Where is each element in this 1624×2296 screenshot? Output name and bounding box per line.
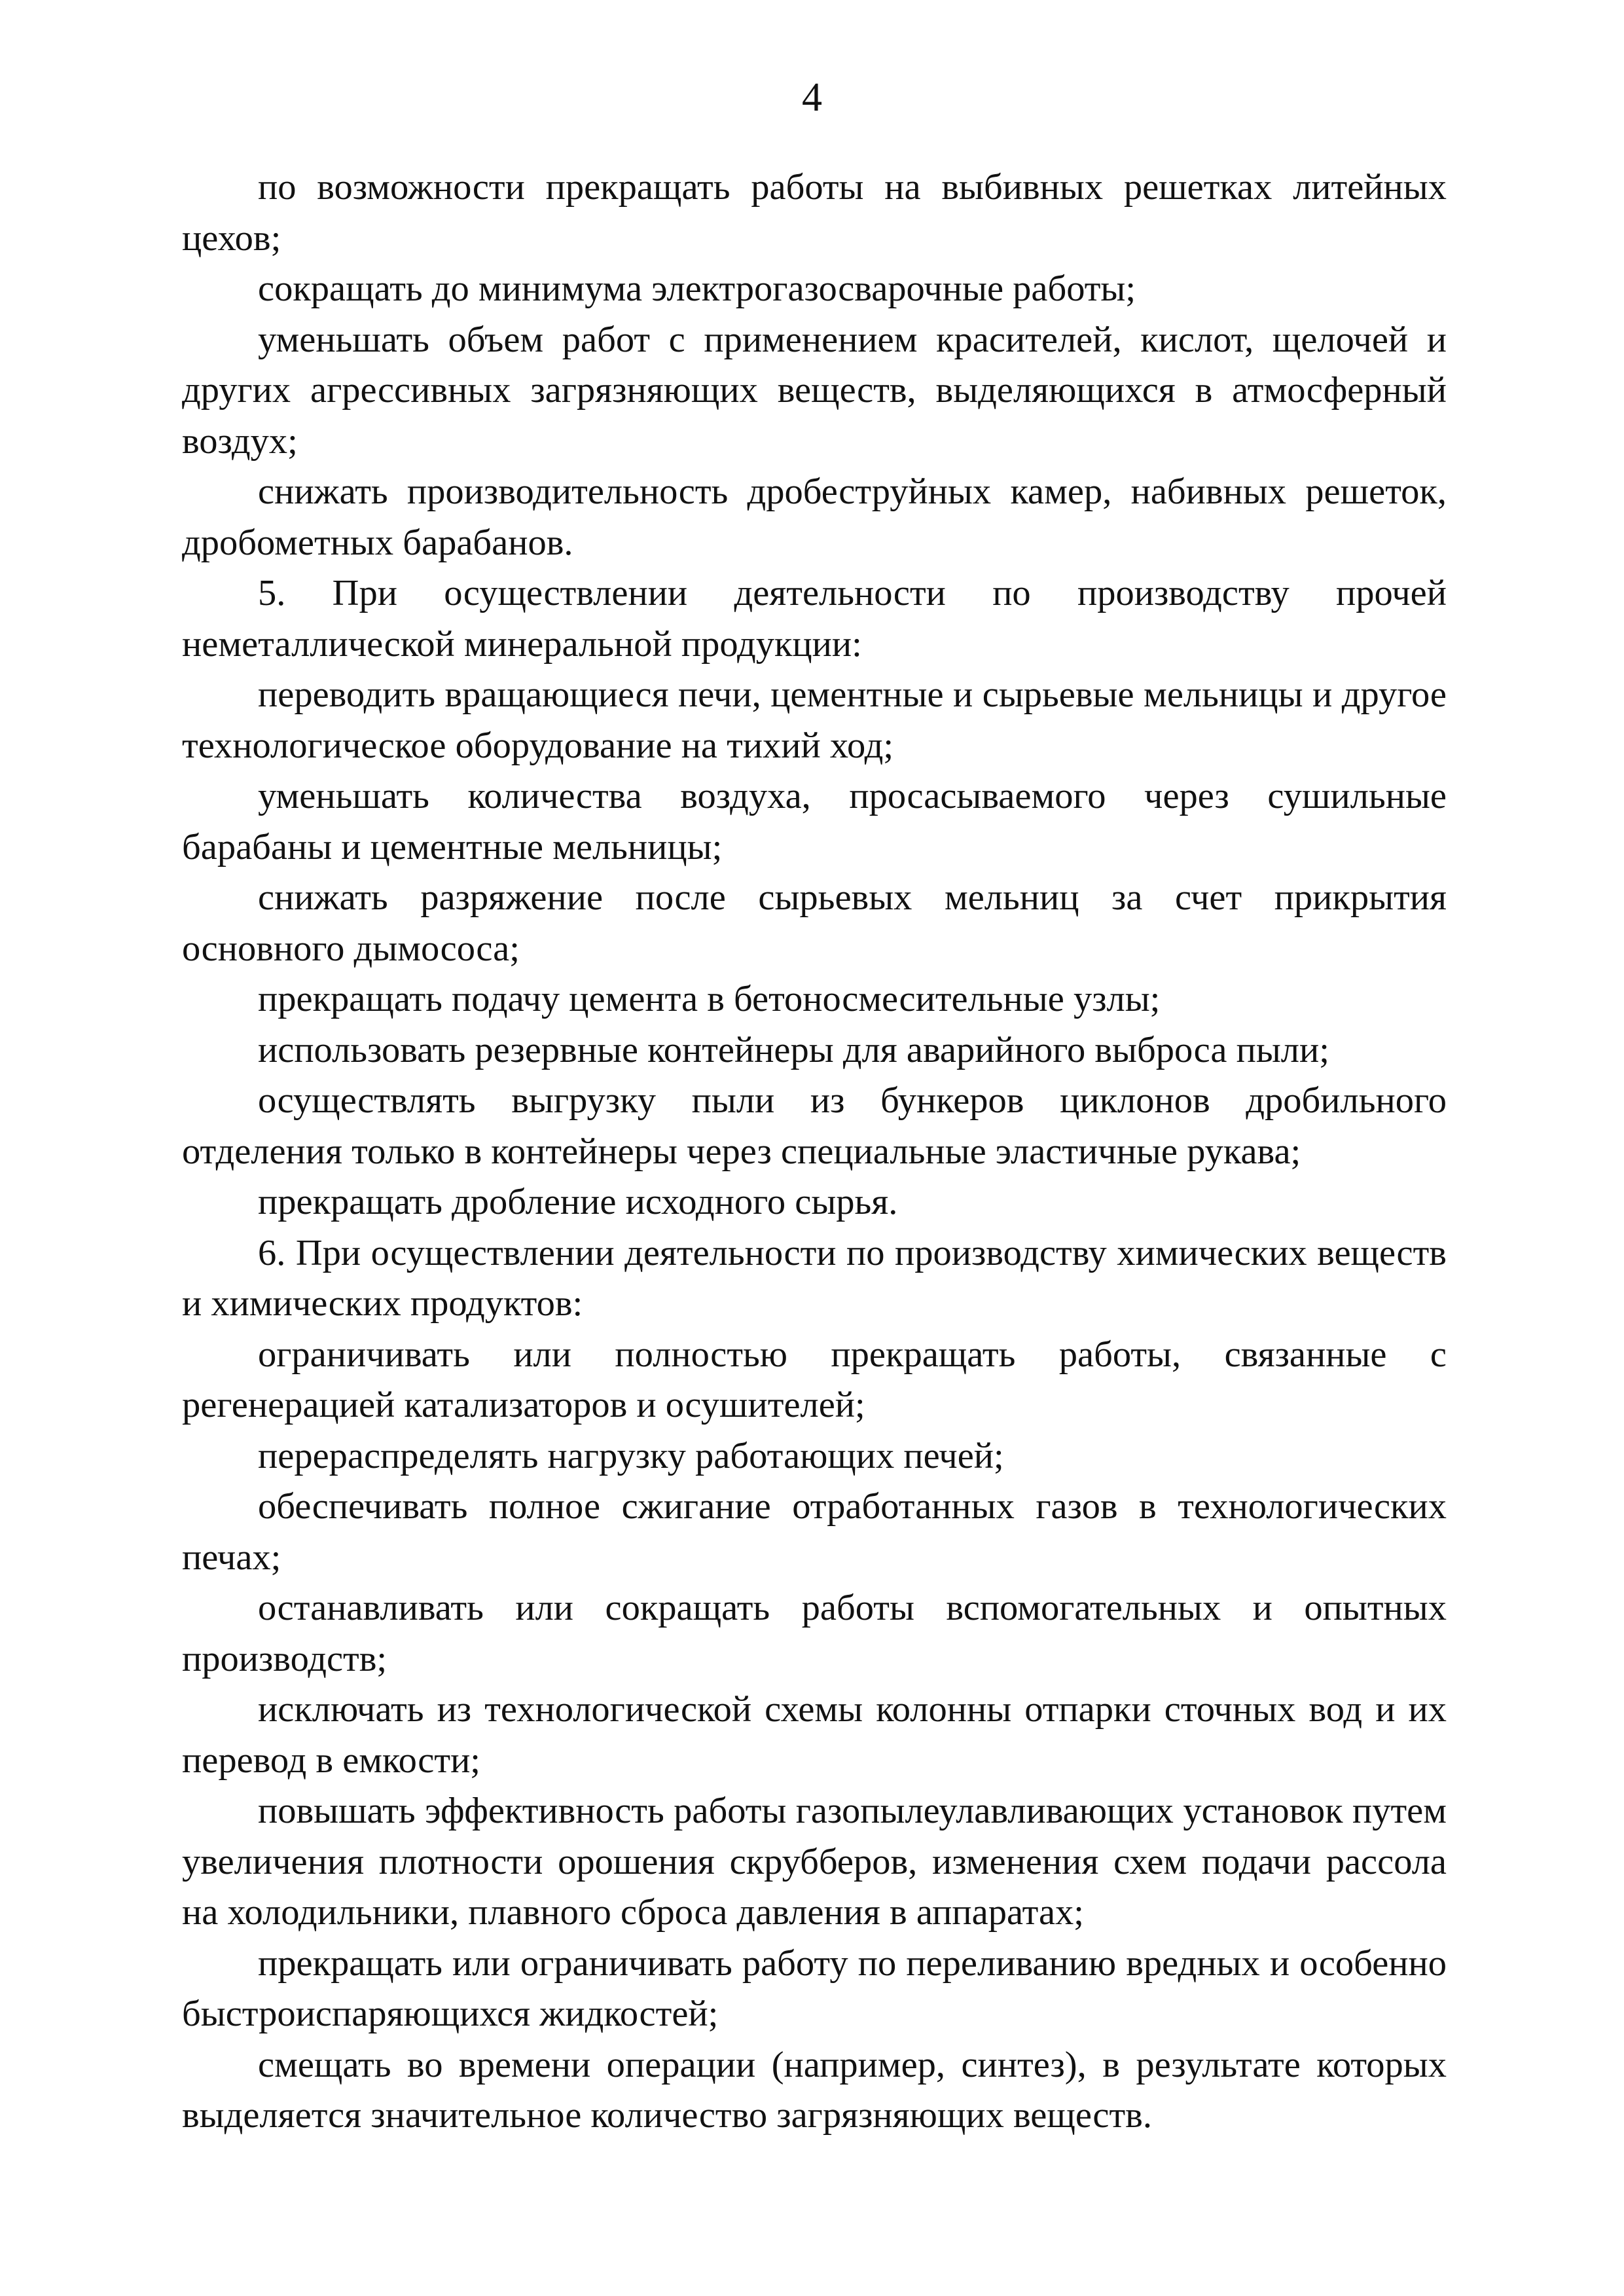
paragraph-gas-cleaning: повышать эффективность работы газопылеулавливающих установок путем увеличения плотности орошения скрубберов, изменения схем подачи рассола на холодильники, плавного сброса давления в аппаратах; (182, 1791, 1447, 1933)
paragraph-kilns-slow: переводить вращающиеся печи, цементные и сырьевые мельницы и другое технологическое оборудование на тихий ход; (182, 674, 1447, 766)
paragraph-furnace-load: перераспределять нагрузку работающих печей; (258, 1435, 1004, 1476)
paragraph-dust-unloading: осуществлять выгрузку пыли из бункеров циклонов дробильного отделения только в контейнеры через специальные эластичные рукава; (182, 1080, 1447, 1172)
paragraph-liquid-pouring: прекращать или ограничивать работу по переливанию вредных и особенно быстроиспаряющихся жидкостей; (182, 1942, 1447, 2034)
paragraph-cement-supply: прекращать подачу цемента в бетоносмесительные узлы; (258, 979, 1161, 1019)
paragraph-section-5-heading: 5. При осуществлении деятельности по производству прочей неметаллической минеральной продукции: (182, 573, 1447, 665)
paragraph-stripping-columns: исключать из технологической схемы колонны отпарки сточных вод и их перевод в емкости; (182, 1689, 1447, 1781)
paragraph-catalyst-regeneration: ограничивать или полностью прекращать работы, связанные с регенерацией катализаторов и осушителей; (182, 1334, 1447, 1425)
paragraph-rarefaction: снижать разряжение после сырьевых мельниц за счет прикрытия основного дымососа; (182, 877, 1447, 969)
paragraph-reserve-containers: использовать резервные контейнеры для аварийного выброса пыли; (258, 1029, 1329, 1070)
paragraph-welding: сокращать до минимума электрогазосварочные работы; (258, 268, 1136, 309)
paragraph-dyes-acids: уменьшать объем работ с применением красителей, кислот, щелочей и других агрессивных загрязняющих веществ, выделяющихся в атмосферный воздух; (182, 319, 1447, 462)
paragraph-air-volume: уменьшать количества воздуха, просасываемого через сушильные барабаны и цементные мельницы; (182, 776, 1447, 867)
document-body (182, 162, 1447, 2141)
paragraph-shot-blasting: снижать производительность дробеструйных камер, набивных решеток, дробометных барабанов. (182, 471, 1447, 563)
page-number: 4 (802, 75, 822, 120)
paragraph-auxiliary-production: останавливать или сокращать работы вспомогательных и опытных производств; (182, 1588, 1447, 1679)
paragraph-gas-combustion: обеспечивать полное сжигание отработанных газов в технологических печах; (182, 1486, 1447, 1578)
paragraph-foundry-grates: по возможности прекращать работы на выбивных решетках литейных цехов; (182, 167, 1447, 259)
paragraph-crushing-stop: прекращать дробление исходного сырья. (258, 1182, 898, 1222)
paragraph-shift-operations: смещать во времени операции (например, синтез), в результате которых выделяется значительное количество загрязняющих веществ. (182, 2044, 1447, 2136)
paragraph-section-6-heading: 6. При осуществлении деятельности по производству химических веществ и химических продуктов: (182, 1232, 1447, 1324)
